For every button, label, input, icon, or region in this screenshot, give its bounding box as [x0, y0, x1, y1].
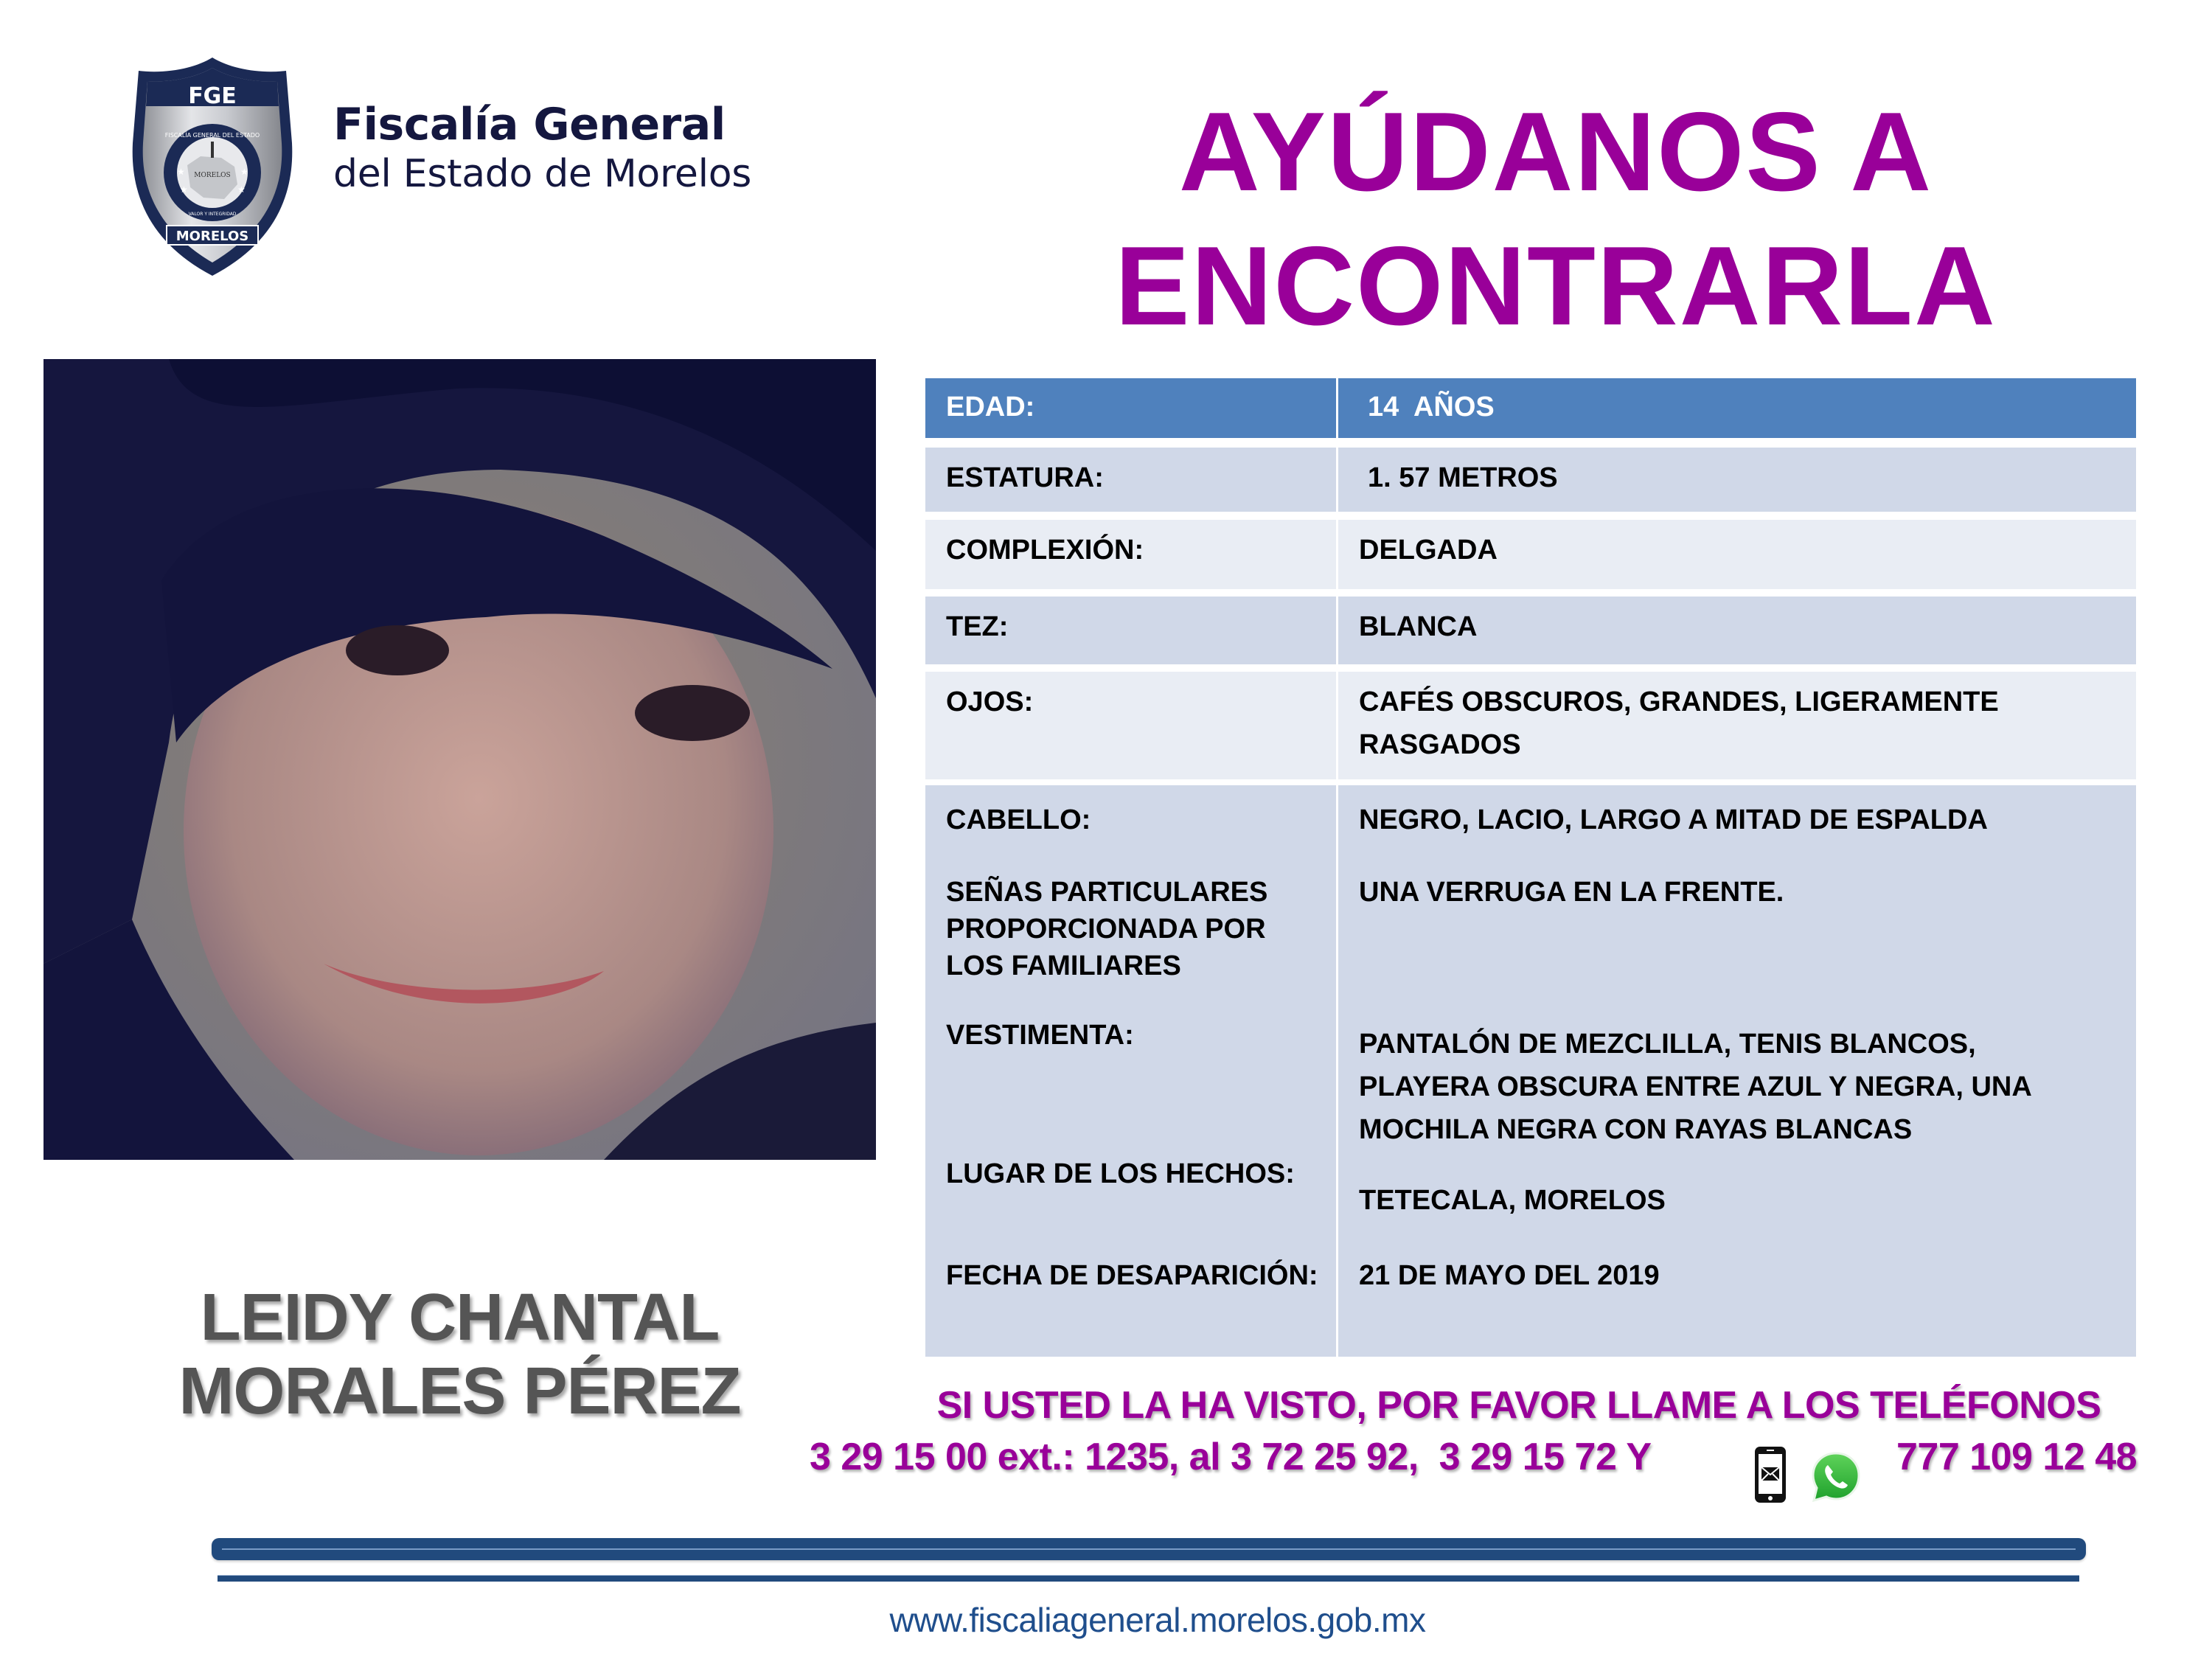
svg-text:MORELOS: MORELOS: [194, 172, 231, 179]
value-estatura: 1. 57 METROS: [1338, 448, 2136, 512]
value-fecha: 21 DE MAYO DEL 2019: [1359, 1260, 1660, 1291]
footer-divider-thin: [218, 1575, 2079, 1582]
value-complexion: DELGADA: [1338, 520, 2136, 589]
label-edad: EDAD:: [925, 378, 1336, 438]
value-ojos: CAFÉS OBSCUROS, GRANDES, LIGERAMENTE RASGADOS: [1338, 672, 2136, 779]
svg-text:★: ★: [237, 184, 246, 195]
svg-text:FISCALÍA GENERAL DEL ESTADO: FISCALÍA GENERAL DEL ESTADO: [164, 132, 260, 139]
table-row-stacked-details: [925, 785, 2136, 1357]
label-complexion: COMPLEXIÓN:: [925, 520, 1336, 589]
mobile-phone-message-icon: [1753, 1445, 1787, 1504]
svg-text:VALOR Y INTEGRIDAD: VALOR Y INTEGRIDAD: [188, 212, 237, 217]
table-row-edad: [925, 378, 2136, 438]
label-senas: SEÑAS PARTICULARES PROPORCIONADA POR LOS FAMILIARES: [946, 877, 1268, 981]
stacked-values: [1338, 785, 2136, 1357]
svg-text:FGE: FGE: [188, 83, 237, 109]
contact-call-to-action: SI USTED LA HA VISTO, POR FAVOR LLAME A LOS TELÉFONOS: [936, 1384, 2101, 1427]
svg-text:★: ★: [240, 167, 248, 177]
table-row-ojos: [925, 672, 2136, 779]
table-row-estatura: [925, 448, 2136, 512]
label-estatura: ESTATURA:: [925, 448, 1336, 512]
contact-phone-numbers: 3 29 15 00 ext.: 1235, al 3 72 25 92, 3 29 15 72 Y: [810, 1436, 1652, 1478]
brand-subtitle: del Estado de Morelos: [333, 152, 752, 196]
missing-person-photo: [44, 359, 876, 1160]
person-name-first: LEIDY CHANTAL: [200, 1281, 720, 1354]
svg-text:★: ★: [180, 184, 188, 195]
headline-line-2: ENCONTRARLA: [1115, 223, 1997, 349]
person-name-last: MORALES PÉREZ: [178, 1354, 741, 1428]
label-lugar: LUGAR DE LOS HECHOS:: [946, 1158, 1295, 1189]
whatsapp-icon: [1808, 1449, 1864, 1505]
table-row-tez: [925, 597, 2136, 664]
value-edad: 14 AÑOS: [1338, 378, 2136, 438]
value-senas: UNA VERRUGA EN LA FRENTE.: [1359, 877, 1784, 908]
brand-title: Fiscalía General: [333, 99, 726, 150]
value-cabello: NEGRO, LACIO, LARGO A MITAD DE ESPALDA: [1359, 804, 1988, 835]
value-tez: BLANCA: [1338, 597, 2136, 664]
stacked-labels: [925, 785, 1336, 1357]
label-fecha: FECHA DE DESAPARICIÓN:: [946, 1260, 1318, 1291]
headline-line-1: AYÚDANOS A: [1178, 89, 1933, 215]
whatsapp-number: 777 109 12 48: [1896, 1436, 2138, 1478]
value-vestimenta: PANTALÓN DE MEZCLILLA, TENIS BLANCOS, PLAYERA OBSCURA ENTRE AZUL Y NEGRA, UNA MOCHILA NEGRA CON RAYAS BLANCAS: [1359, 1029, 2031, 1145]
label-tez: TEZ:: [925, 597, 1336, 664]
svg-text:MORELOS: MORELOS: [175, 229, 249, 244]
label-cabello: CABELLO:: [946, 804, 1091, 835]
portrait-image: [44, 359, 876, 1160]
table-row-complexion: [925, 520, 2136, 589]
label-ojos: OJOS:: [925, 672, 1336, 779]
footer-divider-thick: [212, 1538, 2086, 1560]
label-vestimenta: VESTIMENTA:: [946, 1020, 1134, 1051]
fge-shield-logo: [127, 55, 298, 279]
shield-badge-icon: [127, 55, 298, 279]
website-link[interactable]: www.fiscaliageneral.morelos.gob.mx: [889, 1601, 1426, 1639]
svg-text:★: ★: [177, 167, 185, 177]
value-lugar: TETECALA, MORELOS: [1359, 1185, 1666, 1216]
